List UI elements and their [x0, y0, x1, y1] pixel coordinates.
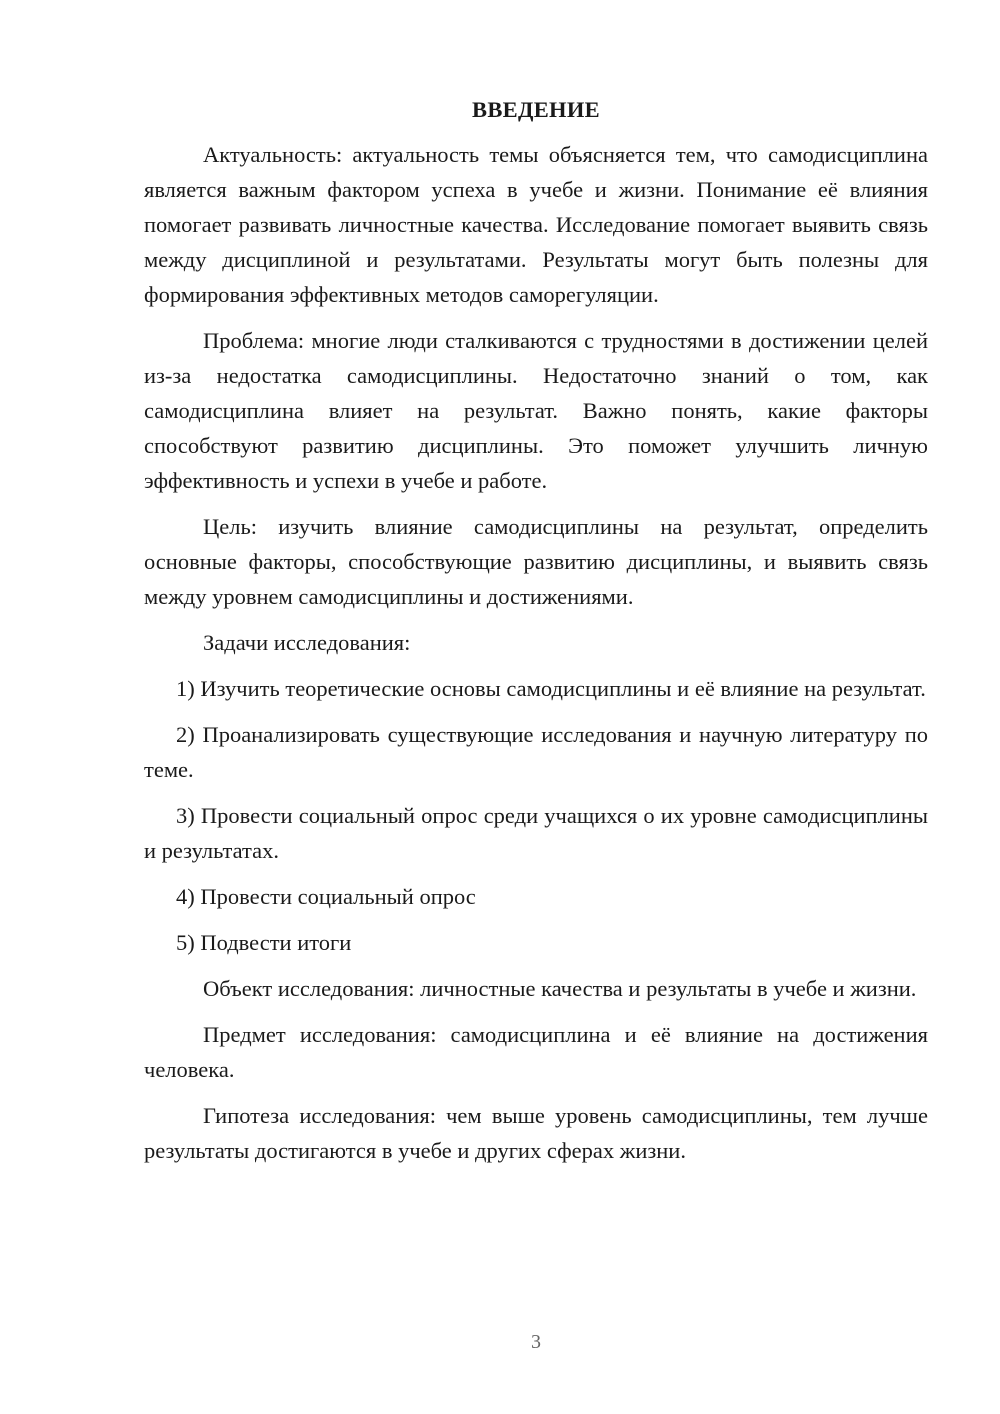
paragraph-hypothesis: Гипотеза исследования: чем выше уровень самодисциплины, тем лучше результаты достигаются в учебе и других сферах жизни.: [144, 1103, 928, 1163]
paragraph-goal: Цель: изучить влияние самодисциплины на результат, определить основные факторы, способствующие развитию дисциплины, и выявить связь между уровнем самодисциплины и достижениями.: [144, 514, 928, 609]
paragraph-tasks-title: Задачи исследования:: [203, 630, 411, 655]
task-item-3: 3) Провести социальный опрос среди учащихся о их уровне самодисциплины и результатах.: [144, 803, 928, 863]
paragraph-object: Объект исследования: личностные качества и результаты в учебе и жизни.: [203, 976, 917, 1001]
section-heading: ВВЕДЕНИЕ: [472, 97, 600, 122]
page-number: 3: [531, 1331, 541, 1353]
document-page: [144, 92, 928, 1179]
task-item-1: 1) Изучить теоретические основы самодисциплины и её влияние на результат.: [176, 676, 926, 701]
paragraph-subject: Предмет исследования: самодисциплина и её влияние на достижения человека.: [144, 1022, 928, 1082]
task-item-2: 2) Проанализировать существующие исследования и научную литературу по теме.: [144, 722, 928, 782]
task-item-4: 4) Провести социальный опрос: [176, 884, 476, 909]
paragraph-problem: Проблема: многие люди сталкиваются с трудностями в достижении целей из-за недостатка самодисциплины. Недостаточно знаний о том, как самодисциплина влияет на результат. Важно понять, какие факторы способствуют развитию дисциплины. Это поможет улучшить личную эффективность и успехи в учебе и работе.: [144, 328, 928, 493]
paragraph-relevance: Актуальность: актуальность темы объясняется тем, что самодисциплина является важным фактором успеха в учебе и жизни. Понимание её влияния помогает развивать личностные качества. Исследование помогает выявить связь между дисциплиной и результатами. Результаты могут быть полезны для формирования эффективных методов саморегуляции.: [144, 142, 928, 307]
task-item-5: 5) Подвести итоги: [176, 930, 352, 955]
